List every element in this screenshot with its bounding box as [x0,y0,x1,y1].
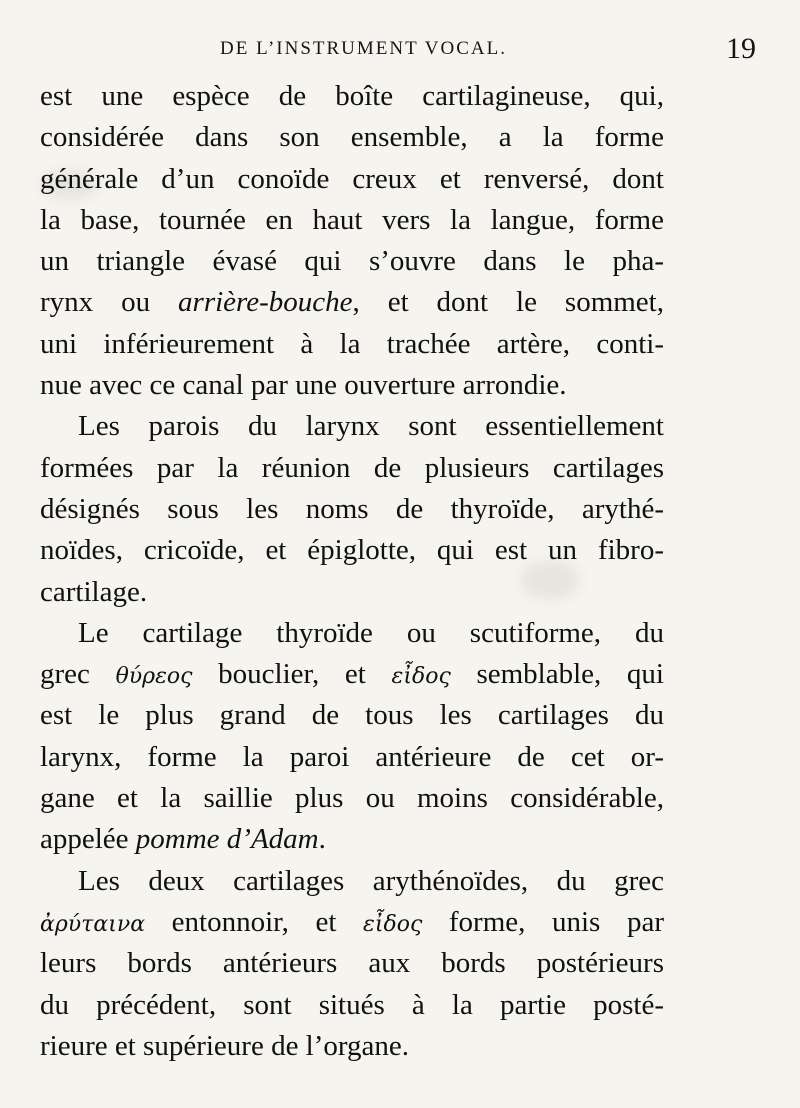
text-line: ἀρύταινα entonnoir, et εἶδος forme, unis par [40,905,664,938]
text-line: formées par la réunion de plusieurs cartilages [40,451,664,484]
text-line: rynx ou arrière-bouche, et dont le sommet, [40,286,664,319]
text-line: du précédent, sont situés à la partie posté- [40,988,664,1021]
text-line: nue avec ce canal par une ouverture arrondie. [40,369,567,402]
text-line: appelée pomme d’Adam. [40,823,326,856]
text-line: est le plus grand de tous les cartilages du [40,699,664,732]
page-header [40,34,760,70]
paragraph [40,613,664,861]
text-line: Le cartilage thyroïde ou scutiforme, du [78,616,664,649]
text-line: Les parois du larynx sont essentiellement [78,410,664,443]
text-line: est une espèce de boîte cartilagineuse, qui, [40,80,664,112]
paragraph [40,861,664,1067]
text-line: larynx, forme la paroi antérieure de cet or- [40,740,664,773]
paragraph [40,406,664,612]
text-line: leurs bords antérieurs aux bords postérieurs [40,947,664,980]
text-line: générale d’un conoïde creux et renversé, dont [40,162,664,195]
text-line: noïdes, cricoïde, et épiglotte, qui est un fibro- [40,534,664,567]
text-line: rieure et supérieure de l’organe. [40,1029,410,1062]
text-line: la base, tournée en haut vers la langue, forme [40,203,664,236]
text-line: un triangle évasé qui s’ouvre dans le pha- [40,245,664,278]
text-line: considérée dans son ensemble, a la forme [40,121,664,154]
paragraph [40,76,664,406]
text-line: gane et la saillie plus ou moins considérable, [40,782,664,815]
text-line: désignés sous les noms de thyroïde, arythé- [40,492,664,525]
page-number: 19 [726,32,756,65]
text-line: uni inférieurement à la trachée artère, conti- [40,327,664,360]
body-text [40,76,664,1067]
text-line: Les deux cartilages arythénoïdes, du grec [78,864,664,897]
running-head: DE L’INSTRUMENT VOCAL. [220,38,507,59]
text-line: grec θύρεος bouclier, et εἶδος semblable, qui [40,658,664,691]
text-line: cartilage. [40,575,148,608]
